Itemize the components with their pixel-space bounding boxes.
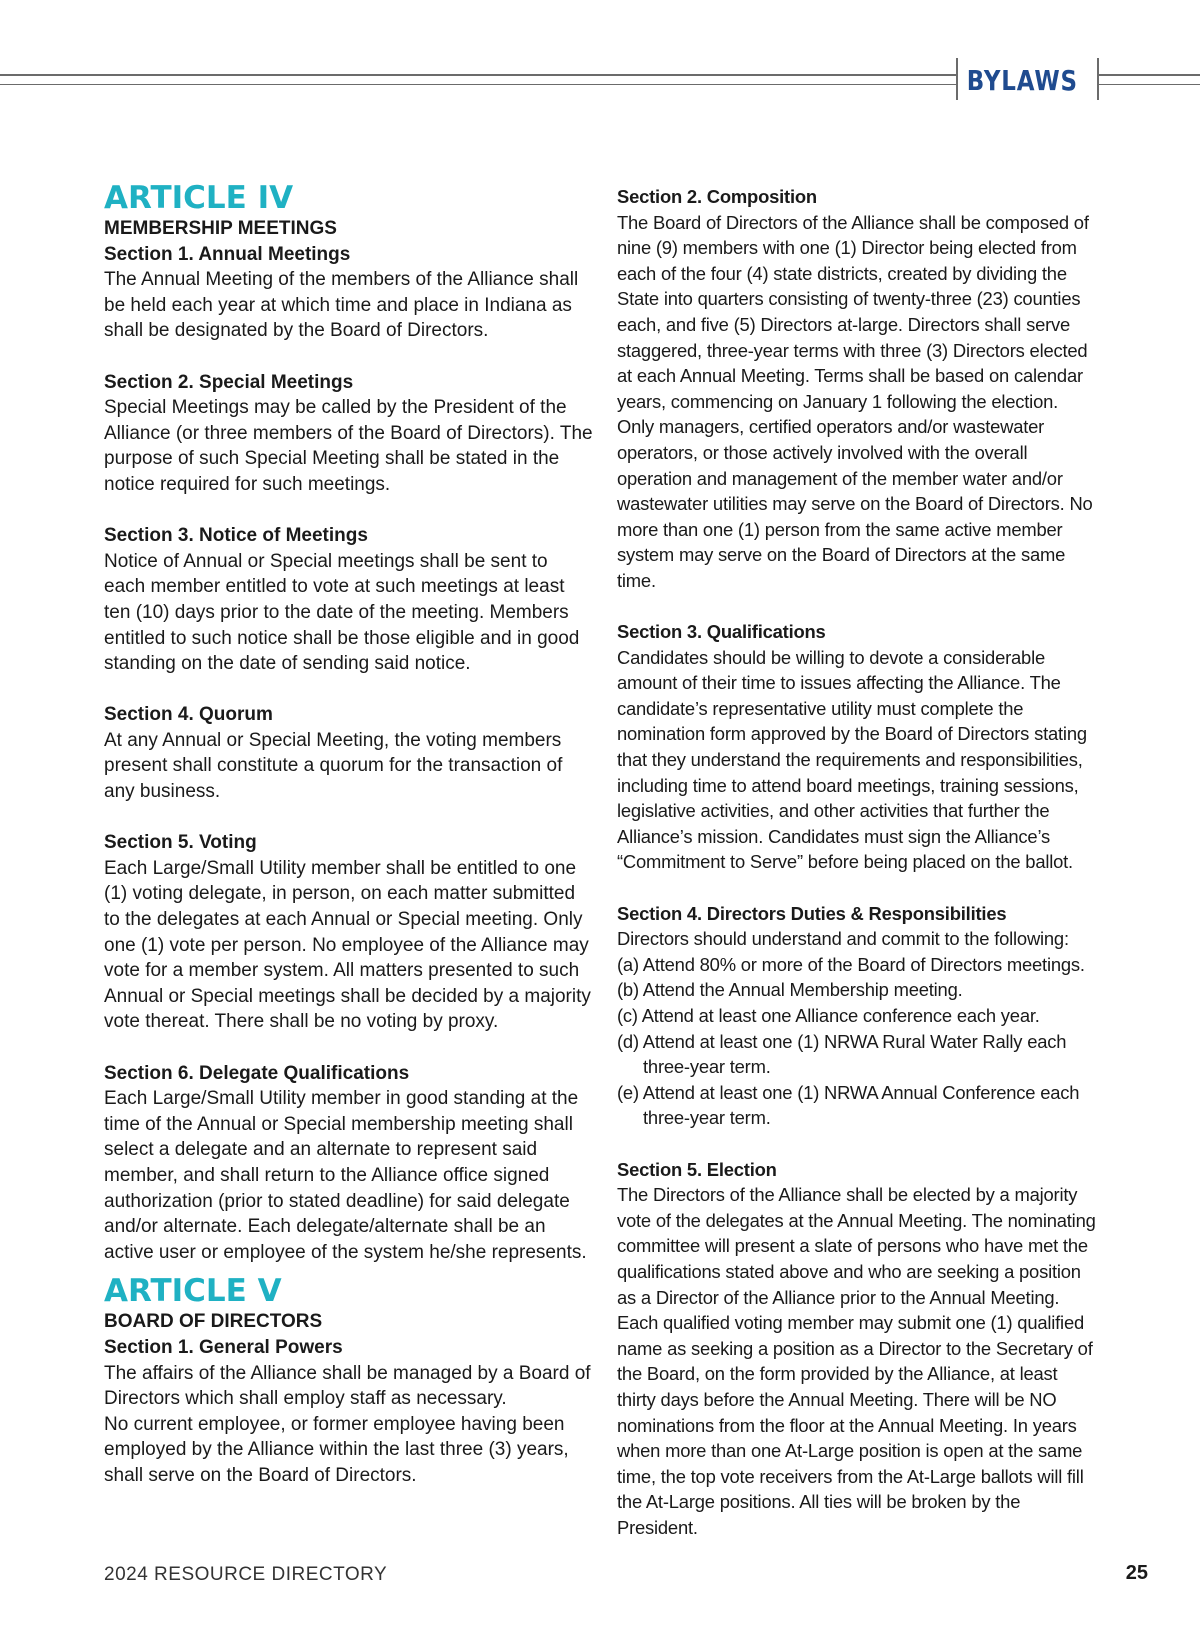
section-title: Section 5. Election xyxy=(617,1158,777,1180)
list-item: (a) Attend 80% or more of the Board of Directors meetings. xyxy=(617,953,1085,975)
section-body: Notice of Annual or Special meetings shall be sent to each member entitled to vote at such meetings at least ten (10) days prior to the date of the meeting. Members entitled to such notice shall be those eligible and in good standing on the date of sending said notice. xyxy=(104,550,580,675)
article-iv-section-2 xyxy=(104,370,594,498)
article-iv-section-5 xyxy=(104,830,594,1035)
list-item: (c) Attend at least one Alliance conference each year. xyxy=(617,1005,1040,1026)
header-rule-right-top xyxy=(1099,74,1200,76)
section-body: Each Large/Small Utility member shall be entitled to one (1) voting delegate, in person, on each matter submitted to the delegates at each Annual or Special meeting. Only one (1) vote per person. No employee of the Alliance may vote for a member system. All matters presented to such Annual or Special meetings shall be decided by a majority vote thereat. There shall be no voting by proxy. xyxy=(104,857,591,1033)
list-item: (b) Attend the Annual Membership meeting. xyxy=(617,979,963,1001)
article-iv-title: ARTICLE IV xyxy=(104,180,294,216)
article-v-title: ARTICLE V xyxy=(104,1273,282,1310)
section-title: Section 2. Composition xyxy=(617,186,817,207)
section-title: Section 3. Notice of Meetings xyxy=(104,525,368,547)
left-column xyxy=(104,180,594,1489)
article-v-section-4 xyxy=(617,901,1097,1131)
header-rule-right-bottom xyxy=(1099,84,1200,85)
section-body: The Annual Meeting of the members of the Alliance shall be held each year at which time and place in Indiana as shall be designated by the Board of Directors. xyxy=(104,269,579,342)
section-body: Special Meetings may be called by the President of the Alliance (or three members of the Board of Directors). The purpose of such Special Meeting shall be stated in the notice required for such meetings. xyxy=(104,397,593,495)
section-title: Section 1. Annual Meetings xyxy=(104,243,351,265)
section-title: Section 5. Voting xyxy=(104,832,257,854)
article-iv-subtitle: MEMBERSHIP MEETINGS xyxy=(104,218,337,239)
section-body: At any Annual or Special Meeting, the voting members present shall constitute a quorum for the transaction of any business. xyxy=(104,729,563,803)
article-v-section-2 xyxy=(617,184,1097,594)
section-body-continued: No current employee, or former employee having been employed by the Alliance within the last three (3) years, shall serve on the Board of Directors. xyxy=(104,1413,569,1486)
section-title: Section 1. General Powers xyxy=(104,1336,343,1358)
section-body: Each Large/Small Utility member in good standing at the time of the Annual or Special membership meeting shall select a delegate and an alternate to represent said member, and shall return to the Alliance office signed authorization (prior to stated deadline) for said delegate and/or alternate. Each delegate/alternate shall be an active user or employee of the system he/she represents. xyxy=(104,1088,587,1263)
section-title: Section 4. Directors Duties & Responsibilities xyxy=(617,902,1007,924)
right-column xyxy=(617,184,1097,1540)
section-title: Section 3. Qualifications xyxy=(617,621,826,643)
section-intro: Directors should understand and commit to the following: xyxy=(617,928,1069,950)
header-rule-left-bottom xyxy=(0,84,957,85)
section-title: Section 2. Special Meetings xyxy=(104,371,354,393)
section-title: Section 6. Delegate Qualifications xyxy=(104,1062,410,1084)
article-v-section-3 xyxy=(617,619,1097,875)
article-v-subtitle: BOARD OF DIRECTORS xyxy=(104,1311,323,1333)
article-iv-section-3 xyxy=(104,523,594,677)
section-body: The affairs of the Alliance shall be managed by a Board of Directors which shall employ staff as necessary. xyxy=(104,1362,591,1410)
page-number: 25 xyxy=(1125,1562,1148,1584)
list-item: (e) Attend at least one (1) NRWA Annual Conference each three-year term. xyxy=(617,1081,1080,1129)
section-body: The Board of Directors of the Alliance shall be composed of nine (9) members with one (1) Director being elected from each of the four (4) state districts, created by dividing the State into quarters consisting of twenty-three (23) counties each, and five (5) Directors at-large. Directors shall serve staggered, three-year terms with three (3) Directors elected at each Annual Meeting. Terms shall be based on calendar years, commencing on January 1 following the election. Only managers, certified operators and/or wastewater operators, or those actively involved with the overall operation and management of the member water and/or wastewater utilities may serve on the Board of Directors. No more than one (1) person from the same active member system may serve on the Board of Directors at the same time. xyxy=(617,211,1093,591)
article-v xyxy=(104,1273,594,1488)
article-iv-section-6 xyxy=(104,1061,594,1266)
list-item: (d) Attend at least one (1) NRWA Rural Water Rally each three-year term. xyxy=(617,1030,1067,1078)
article-iv-section-4 xyxy=(104,702,594,804)
section-body: The Directors of the Alliance shall be elected by a majority vote of the delegates at the Annual Meeting. The nominating committee will present a slate of persons who have met the qualifications stated above and who are seeking a position as a Director of the Alliance prior to the Annual Meeting. Each qualified voting member may submit one (1) qualified name as seeking a position as a Director to the Secretary of the Board, on the form provided by the Alliance, at least thirty days before the Annual Meeting. There will be NO nominations from the floor at the Annual Meeting. In years when more than one At-Large position is open at the same time, the top vote receivers from the At-Large ballots will fill the At-Large positions. All ties will be broken by the President. xyxy=(617,1184,1096,1538)
section-title: Section 4. Quorum xyxy=(104,704,273,726)
article-v-section-5 xyxy=(617,1157,1097,1541)
header-bar-right xyxy=(1097,58,1099,100)
article-iv-section-1 xyxy=(104,242,594,344)
header-title: BYLAWS xyxy=(966,64,1078,97)
header-rule-left-top xyxy=(0,74,957,76)
header-bar-left xyxy=(956,58,958,100)
section-body: Candidates should be willing to devote a considerable amount of their time to issues affecting the Alliance. The candidate’s representative utility must complete the nomination form approved by the Board of Directors stating that they understand the requirements and responsibilities, including time to attend board meetings, training sessions, legislative activities, and other activities that further the Alliance’s mission. Candidates must sign the Alliance’s “Commitment to Serve” before being placed on the ballot. xyxy=(617,646,1087,873)
footer-publication: 2024 RESOURCE DIRECTORY xyxy=(104,1564,388,1585)
